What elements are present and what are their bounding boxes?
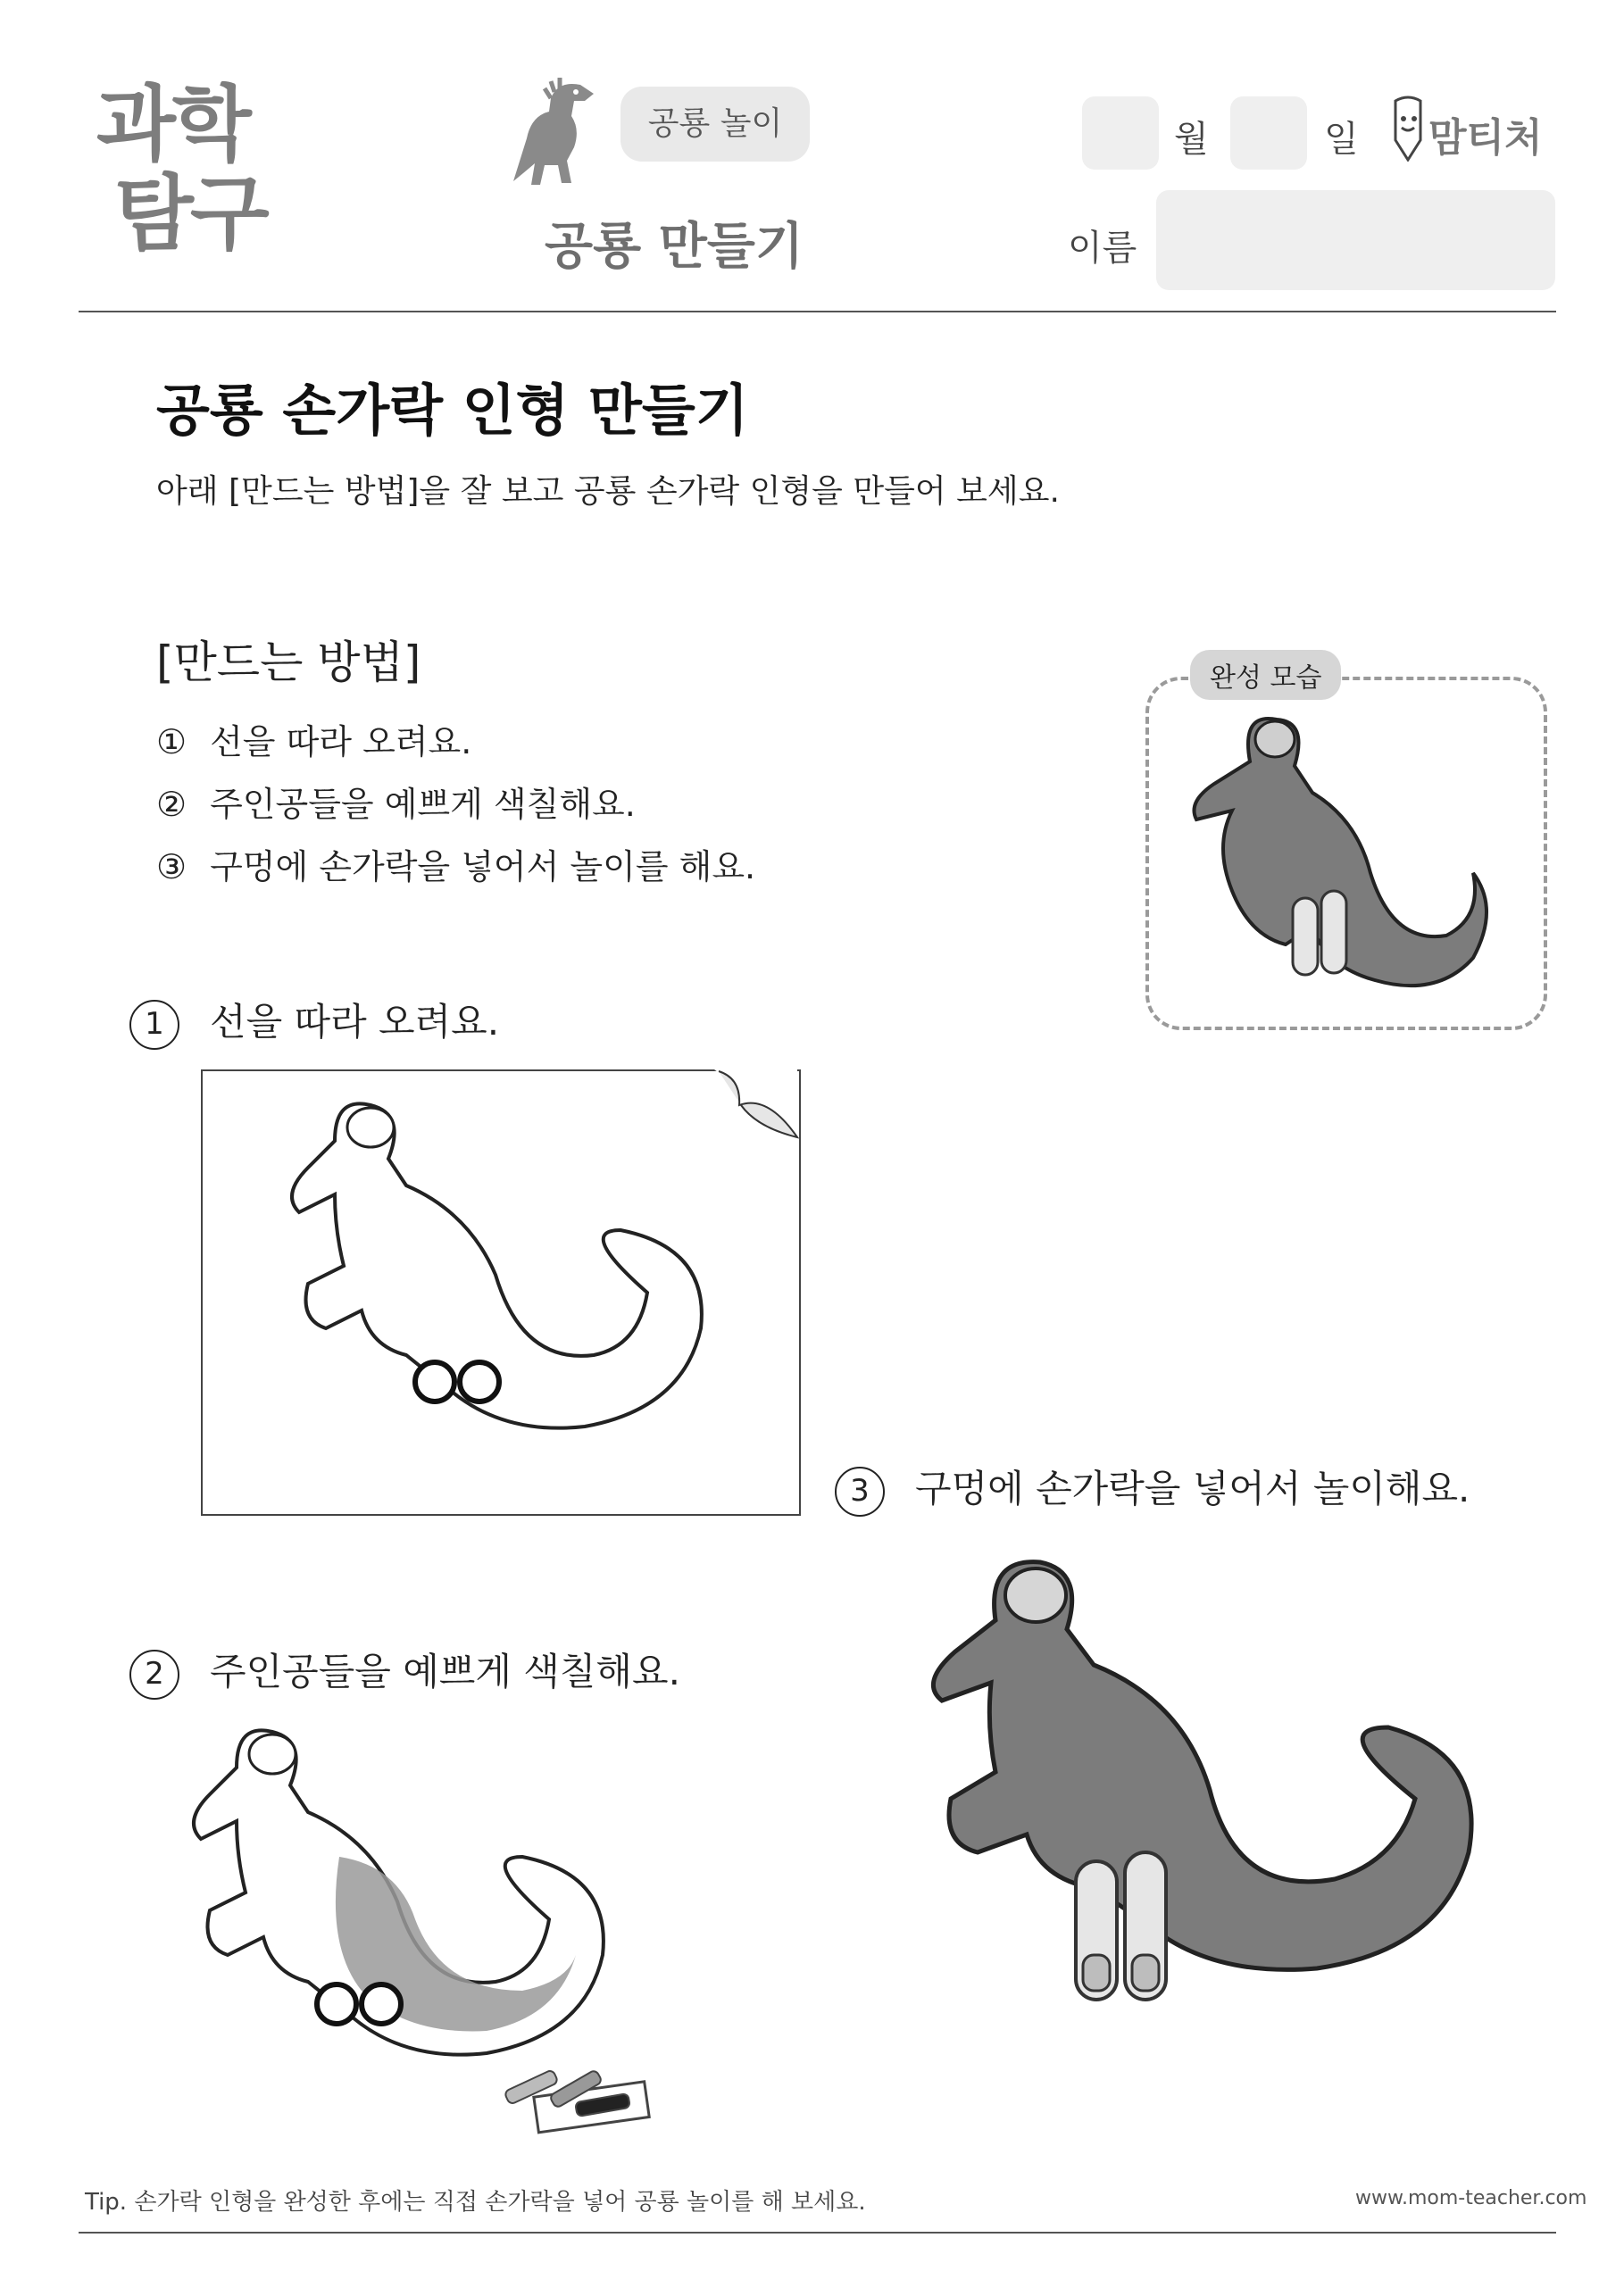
method-step-2 — [156, 777, 636, 826]
puppet-dinosaur-illustration — [915, 1549, 1478, 2031]
step-caption: 구멍에 손가락을 넣어서 놀이해요. — [915, 1467, 1470, 1510]
step-caption: 주인공들을 예쁘게 색칠해요. — [210, 1650, 680, 1693]
step-circle-number: 3 — [835, 1467, 885, 1517]
logo-line-2: 탐구 — [114, 166, 266, 262]
worksheet-title: 공룡 만들기 — [545, 218, 804, 276]
coloring-dinosaur-illustration — [183, 1723, 665, 2142]
finished-dinosaur-illustration — [1178, 712, 1527, 1007]
step-number: ③ — [156, 847, 187, 886]
category-badge: 공룡 놀이 — [620, 87, 810, 162]
step-text: 주인공들을 예쁘게 색칠해요. — [210, 785, 636, 824]
page-title: 공룡 손가락 인형 만들기 — [156, 378, 749, 443]
page-subtitle: 아래 [만드는 방법]을 잘 보고 공룡 손가락 인형을 만들어 보세요. — [156, 473, 1060, 510]
month-label: 월 — [1174, 119, 1209, 160]
illustration-step-1 — [129, 993, 499, 1050]
brand-name: 맘티처 — [1428, 115, 1543, 161]
method-step-1 — [156, 714, 471, 763]
day-field[interactable] — [1230, 96, 1307, 170]
footer-divider — [79, 2232, 1556, 2234]
method-step-3 — [156, 839, 755, 888]
crayon-box-icon — [504, 2069, 649, 2133]
name-field[interactable] — [1156, 190, 1555, 290]
step-circle-number: 2 — [129, 1650, 179, 1700]
outline-dinosaur-illustration — [281, 1096, 745, 1471]
month-field[interactable] — [1082, 96, 1159, 170]
step-circle-number: 1 — [129, 1000, 179, 1050]
step-number: ① — [156, 722, 187, 761]
step-text: 구멍에 손가락을 넣어서 놀이를 해요. — [210, 847, 756, 886]
illustration-step-2 — [129, 1643, 680, 1700]
footer-tip: Tip. 손가락 인형을 완성한 후에는 직접 손가락을 넣어 공룡 놀이를 해 보세요. — [85, 2189, 866, 2216]
complete-label: 완성 모습 — [1190, 650, 1341, 700]
step-number: ② — [156, 785, 187, 824]
step-caption: 선을 따라 오려요. — [210, 1000, 500, 1044]
step-text: 선을 따라 오려요. — [210, 722, 472, 761]
logo-line-1: 과학 — [96, 77, 248, 172]
header-divider — [79, 311, 1556, 312]
illustration-step-3 — [835, 1460, 1470, 1517]
footer-url[interactable]: www.mom-teacher.com — [1355, 2187, 1587, 2209]
dinosaur-icon — [496, 76, 612, 196]
pencil-mascot-icon — [1388, 94, 1428, 162]
day-label: 일 — [1324, 119, 1359, 160]
name-label: 이름 — [1068, 228, 1137, 269]
method-heading: [만드는 방법] — [156, 636, 421, 688]
